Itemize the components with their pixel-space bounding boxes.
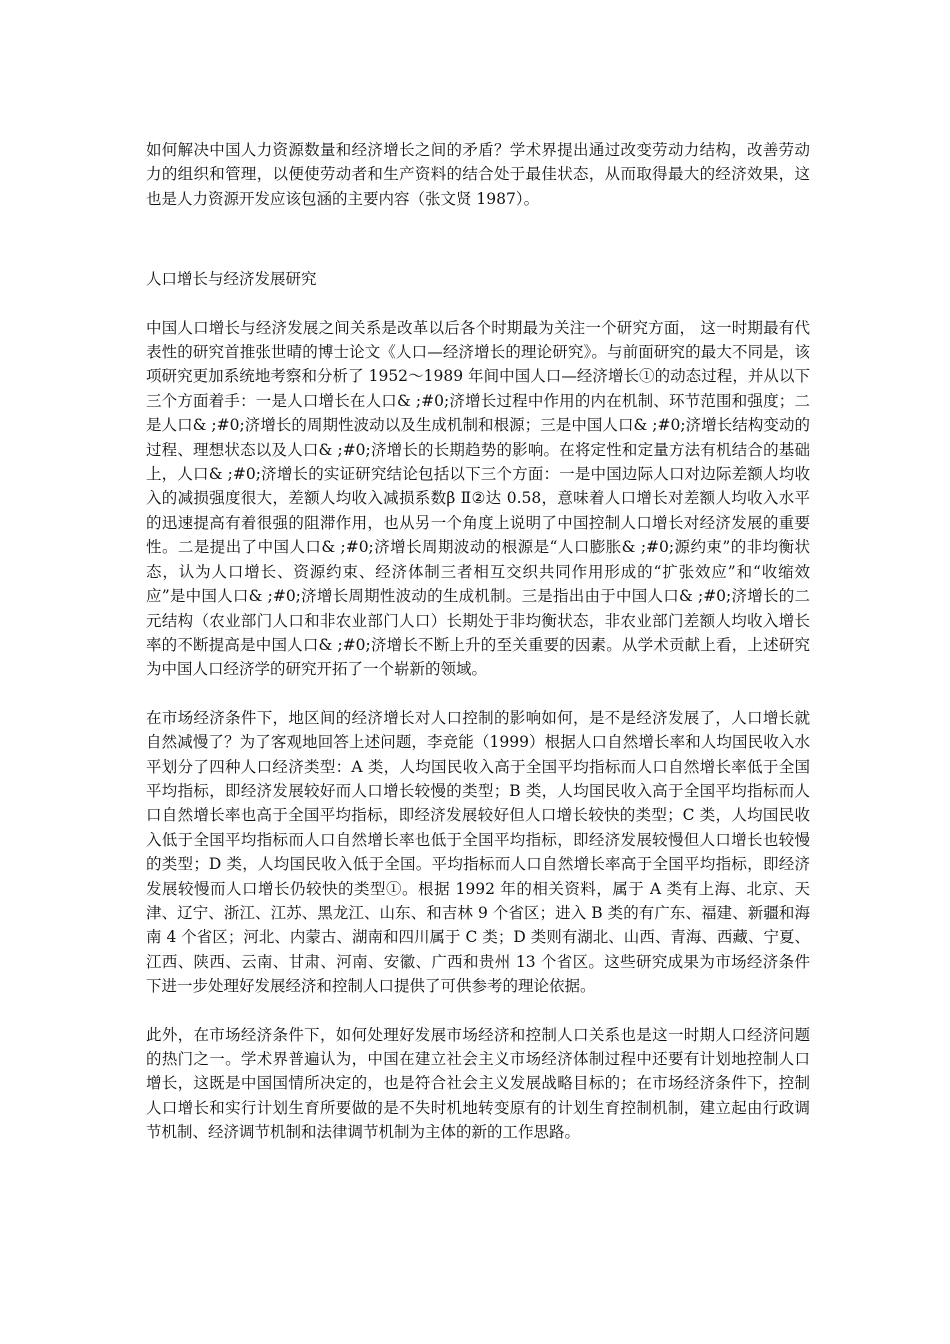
section-heading: 人口增长与经济发展研究 [146, 270, 317, 289]
spacer [146, 999, 810, 1023]
intro-paragraph: 如何解决中国人力资源数量和经济增长之间的矛盾？学术界提出通过改变劳动力结构，改善劳动力的组织和管理，以便使劳动者和生产资料的结合处于最佳状态，从而取得最大的经济效果，这也是人力资源开发应该包涵的主要内容（张文贤 1987）。 [146, 141, 810, 208]
body-paragraph-1: 中国人口增长与经济发展之间关系是改革以后各个时期最为关注一个研究方面， 这一时期最有代表性的研究首推张世晴的博士论文《人口—经济增长的理论研究》。与前面研究的最大不同是，该项研究更加系统地考察和分析了 1952～1989 年间中国人口—经济增长①的动态过程，并从以下三个方面着手：一是人口增长在人口& ;#0;济增长过程中作用的内在机制、环节范围和强度；二是人口& ;#0;济增长的周期性波动以及生成机制和根源；三是中国人口& ;#0;济增长结构变动的过程、理想状态以及人口& ;#0;济增长的长期趋势的影响。在将定性和定量方法有机结合的基础上，人口& ;#0;济增长的实证研究结论包括以下三个方面：一是中国边际人口对边际差额人均收入的减损强度很大，差额人均收入减损系数β Ⅱ②达 0.58，意味着人口增长对差额人均收入水平的迅速提高有着很强的阻滞作用，也从另一个角度上说明了中国控制人口增长对经济发展的重要性。二是提出了中国人口& ;#0;济增长周期波动的根源是“人口膨胀& ;#0;源约束”的非均衡状态，认为人口增长、资源约束、经济体制三者相互交织共同作用形成的“扩张效应”和“收缩效应”是中国人口& ;#0;济增长周期性波动的生成机制。三是指出由于中国人口& ;#0;济增长的二元结构（农业部门人口和非农业部门人口）长期处于非均衡状态，非农业部门差额人均收入增长率的不断提高是中国人口& ;#0;济增长不断上升的至关重要的因素。从学术贡献上看，上述研究为中国人口经济学的研究开拓了一个崭新的领域。 [146, 318, 810, 679]
body-paragraph-2: 在市场经济条件下，地区间的经济增长对人口控制的影响如何，是不是经济发展了，人口增长就自然减慢了？为了客观地回答上述问题，李竞能（1999）根据人口自然增长率和人均国民收入水平划分了四种人口经济类型：A 类，人均国民收入高于全国平均指标而人口自然增长率低于全国平均指标，即经济发展较好而人口增长较慢的类型；B 类，人均国民收入高于全国平均指标而人口自然增长率也高于全国平均指标，即经济发展较好但人口增长较快的类型；C 类，人均国民收入低于全国平均指标而人口自然增长率也低于全国平均指标，即经济发展较慢但人口增长也较慢的类型；D 类，人均国民收入低于全国。平均指标而人口自然增长率高于全国平均指标，即经济发展较慢而人口增长仍较快的类型①。根据 1992 年的相关资料，属于 A 类有上海、北京、天津、辽宁、浙江、江苏、黑龙江、山东、和吉林 9 个省区；进入 B 类的有广东、福建、新疆和海南 4 个省区；河北、内蒙古、湖南和四川属于 C 类；D 类则有湖北、山西、青海、西藏、宁夏、江西、陕西、云南、甘肃、河南、安徽、广西和贵州 13 个省区。这些研究成果为市场经济条件下进一步处理好发展经济和控制人口提供了可供参考的理论依据。 [146, 708, 810, 996]
document-page [146, 138, 810, 1145]
spacer [146, 211, 810, 267]
spacer [146, 682, 810, 706]
spacer [146, 292, 810, 316]
body-paragraph-3: 此外，在市场经济条件下，如何处理好发展市场经济和控制人口关系也是这一时期人口经济问题的热门之一。学术界普遍认为，中国在建立社会主义市场经济体制过程中还要有计划地控制人口增长，这既是中国国情所决定的，也是符合社会主义发展战略目标的；在市场经济条件下，控制人口增长和实行计划生育所要做的是不失时机地转变原有的计划生育控制机制，建立起由行政调节机制、经济调节机制和法律调节机制为主体的新的工作思路。 [146, 1025, 810, 1142]
